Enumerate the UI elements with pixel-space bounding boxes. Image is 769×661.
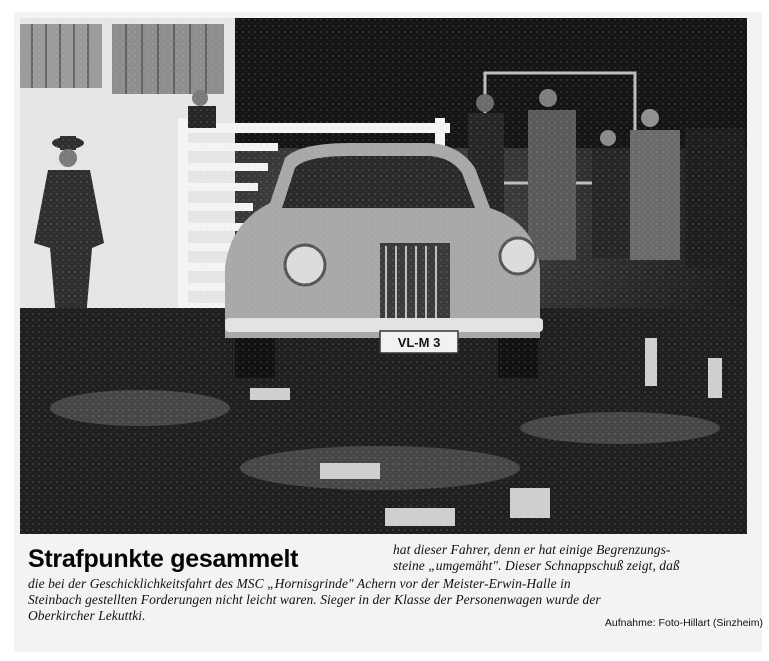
photo-illustration [20, 18, 747, 534]
photo-credit: Aufnahme: Foto-Hillart (Sinzheim) [604, 617, 763, 629]
caption-line: hat dieser Fahrer, denn er hat einige Begrenzungs- [393, 542, 671, 557]
press-photo [20, 18, 747, 534]
photo-caption [28, 542, 763, 642]
headline: Strafpunkte gesammelt [28, 545, 299, 573]
caption-line: die bei der Geschicklichkeitsfahrt des MSC „Hornisgrinde" Achern vor der Meister-Erwin-Halle in [28, 576, 571, 591]
caption-line: Steinbach gestellten Forderungen nicht leicht waren. Sieger in der Klasse der Personenwagen wurde der [28, 592, 601, 607]
caption-line: Oberkircher Lekuttki. [28, 608, 146, 623]
caption-line: steine „umgemäht". Dieser Schnappschuß zeigt, daß [393, 558, 680, 573]
film-grain [20, 18, 747, 534]
